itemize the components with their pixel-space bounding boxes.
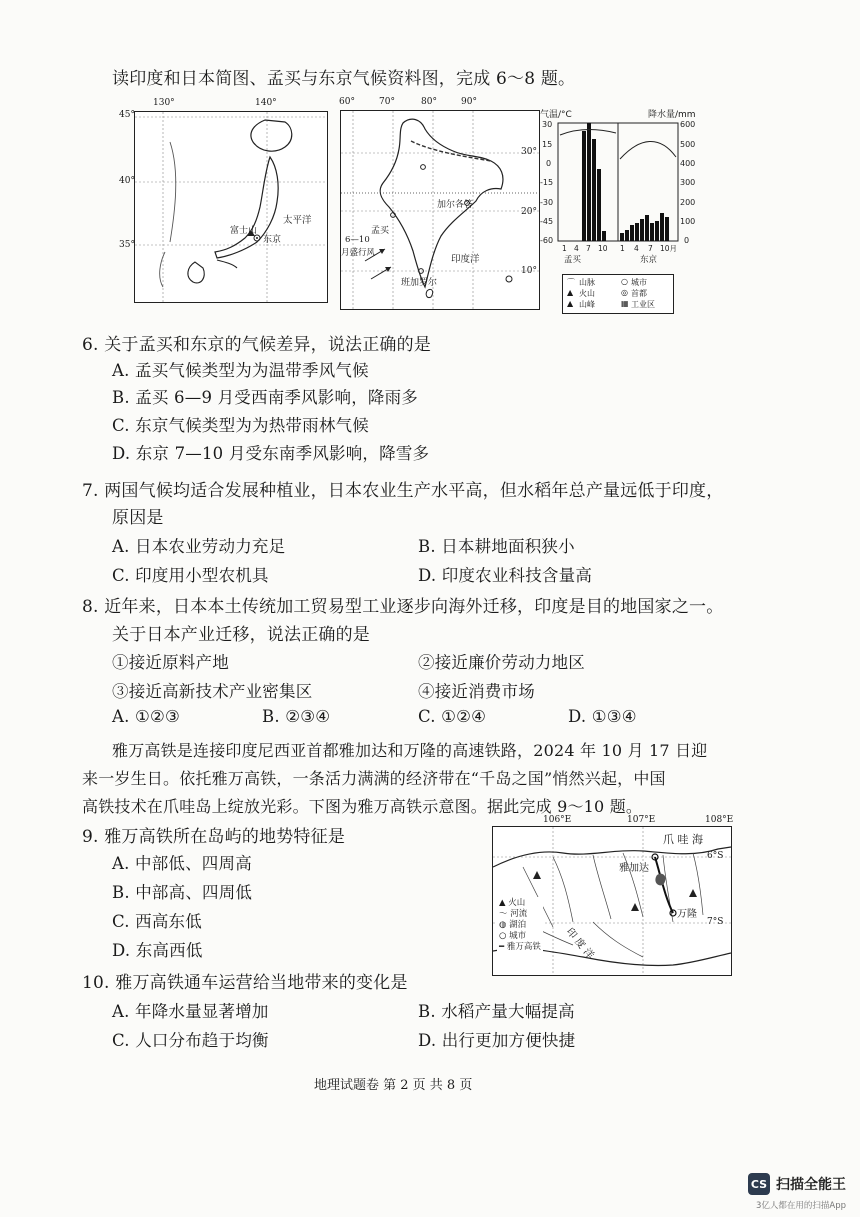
watermark-app-name: 扫描全能王 xyxy=(776,1177,846,1193)
tokyo-label: 东京 xyxy=(263,235,282,245)
q7-option-c: C. 印度用小型农机具 xyxy=(112,566,269,585)
tick-right-2: 400 xyxy=(680,159,696,168)
q10-option-b: B. 水稻产量大幅提高 xyxy=(418,1002,575,1021)
legend-industry-icon: ▦ xyxy=(621,299,629,308)
q6-option-c: C. 东京气候类型为为热带雨林气候 xyxy=(112,416,369,435)
month-1: 1 xyxy=(562,244,567,253)
java-legend-river: 〜 河流 xyxy=(499,909,528,919)
scanner-watermark xyxy=(748,1173,846,1195)
railway-icon: ━ xyxy=(499,942,505,952)
q7-option-d: D. 印度农业科技含量高 xyxy=(418,566,593,585)
q7-option-a: A. 日本农业劳动力充足 xyxy=(112,537,286,556)
q10-option-a: A. 年降水量显著增加 xyxy=(112,1002,269,1021)
intro-text-1: 读印度和日本简图、孟买与东京气候资料图，完成 6～8 题。 xyxy=(112,69,576,89)
india-lon-70: 70° xyxy=(379,97,395,107)
volcano-icon: ▲ xyxy=(499,898,506,908)
month-10b: 10月 xyxy=(660,244,678,253)
japan-lat-45: 45° xyxy=(119,110,135,120)
month-10: 10 xyxy=(598,244,608,253)
india-lat-10: 10° xyxy=(521,266,537,276)
tick-left-6: -60 xyxy=(540,236,554,245)
city-label-tokyo: 东京 xyxy=(640,255,658,265)
bar-tokyo-8 xyxy=(655,221,659,241)
q8-item-4: ④接近消费市场 xyxy=(418,682,535,701)
monsoon-label-2: 月盛行风 xyxy=(341,248,376,258)
bandung-label: 万隆 xyxy=(677,909,697,920)
month-1b: 1 xyxy=(620,244,625,253)
java-lon-106: 106°E xyxy=(543,815,572,825)
bar-tokyo-5 xyxy=(640,219,644,241)
temp-line-tokyo xyxy=(620,141,676,159)
month-7b: 7 xyxy=(648,244,653,253)
q10-stem: 10. 雅万高铁通车运营给当地带来的变化是 xyxy=(82,973,408,993)
bar-mumbai-sep xyxy=(597,169,601,241)
bar-mumbai-jun xyxy=(582,131,586,241)
map-legend xyxy=(562,274,674,314)
tick-right-3: 300 xyxy=(680,178,696,187)
q9-option-b: B. 中部高、四周低 xyxy=(112,883,253,902)
river-icon: 〜 xyxy=(499,909,508,919)
q8-stem-2: 关于日本产业迁移，说法正确的是 xyxy=(112,625,370,645)
city-label-mumbai: 孟买 xyxy=(564,255,582,265)
q8-option-a: A. ①②③ xyxy=(112,707,180,726)
month-7: 7 xyxy=(586,244,591,253)
q8-item-2: ②接近廉价劳动力地区 xyxy=(418,653,585,672)
q9-option-a: A. 中部低、四周高 xyxy=(112,854,252,873)
india-map xyxy=(339,97,540,310)
india-lon-80: 80° xyxy=(421,97,437,107)
rain-bars-mumbai xyxy=(582,123,606,241)
q9-option-d: D. 东高西低 xyxy=(112,941,203,960)
legend-peak-icon: ▲ xyxy=(567,299,574,308)
pacific-label: 太平洋 xyxy=(283,215,312,226)
java-lat-7s: 7°S xyxy=(707,917,724,927)
india-lon-90: 90° xyxy=(461,97,477,107)
q8-item-3: ③接近高新技术产业密集区 xyxy=(112,682,313,701)
japan-lon-130: 130° xyxy=(153,98,175,108)
intro-text-2-line-2: 来一岁生日。依托雅万高铁，一条活力满满的经济带在“千岛之国”悄然兴起，中国 xyxy=(82,769,666,788)
india-lon-60: 60° xyxy=(339,97,355,107)
q10-option-c: C. 人口分布趋于均衡 xyxy=(112,1031,269,1050)
q6-option-d: D. 东京 7—10 月受东南季风影响，降雪多 xyxy=(112,444,430,463)
bar-mumbai-aug xyxy=(592,139,596,241)
bar-tokyo-2 xyxy=(625,230,629,241)
java-legend-city: ○ 城市 xyxy=(499,931,527,941)
lake-icon: ◍ xyxy=(499,920,507,930)
intro-text-2-line-1: 雅万高铁是连接印度尼西亚首都雅加达和万隆的高速铁路，2024 年 10 月 17 日迎 xyxy=(112,741,708,760)
java-lat-6s: 6°S xyxy=(707,851,724,861)
legend-capital-icon: ◎ xyxy=(621,288,628,297)
bar-mumbai-jul xyxy=(587,123,591,241)
india-lat-30: 30° xyxy=(521,147,537,157)
bangalore-label: 班加罗尔 xyxy=(401,278,438,288)
java-sea-label: 爪 哇 海 xyxy=(663,833,703,846)
japan-lon-140: 140° xyxy=(255,98,277,108)
q8-option-b: B. ②③④ xyxy=(262,707,331,726)
legend-industry: 工业区 xyxy=(631,300,655,309)
q8-stem-1: 8. 近年来，日本本土传统加工贸易型工业逐步向海外迁移，印度是目的地国家之一。 xyxy=(82,597,724,617)
legend-volcano: 火山 xyxy=(579,289,595,298)
month-4: 4 xyxy=(574,244,579,253)
tick-left-1: 15 xyxy=(542,140,553,149)
tick-right-5: 100 xyxy=(680,217,696,226)
q8-option-c: C. ①②④ xyxy=(418,707,487,726)
java-legend-volcano: ▲ 火山 xyxy=(499,898,526,908)
bar-tokyo-4 xyxy=(635,223,639,241)
q9-stem: 9. 雅万高铁所在岛屿的地势特征是 xyxy=(82,827,346,847)
legend-city: 城市 xyxy=(631,278,647,287)
tick-left-0: 30 xyxy=(542,120,553,129)
month-4b: 4 xyxy=(634,244,639,253)
japan-map-svg xyxy=(135,112,327,302)
climate-chart xyxy=(540,107,700,265)
tick-right-4: 200 xyxy=(680,198,696,207)
q8-item-1: ①接近原料产地 xyxy=(112,653,229,672)
q9-option-c: C. 西高东低 xyxy=(112,912,202,931)
camscanner-logo-icon: CS xyxy=(748,1173,770,1195)
intro-text-2-line-3: 高铁技术在爪哇岛上绽放光彩。下图为雅万高铁示意图。据此完成 9～10 题。 xyxy=(82,797,643,816)
india-map-svg xyxy=(341,111,539,309)
watermark-subtitle: 3亿人都在用的扫描App xyxy=(755,1201,846,1211)
tick-left-3: -15 xyxy=(540,178,554,187)
city-icon: ○ xyxy=(499,931,507,941)
java-map xyxy=(492,815,734,976)
java-legend-lake: ◍ 湖泊 xyxy=(499,920,527,930)
climate-chart-svg xyxy=(540,119,700,264)
indian-ocean-label: 印度洋 xyxy=(451,254,480,265)
legend-peak: 山峰 xyxy=(579,300,595,309)
legend-capital: 首都 xyxy=(631,289,647,298)
bar-tokyo-6 xyxy=(645,215,649,241)
q6-option-b: B. 孟买 6—9 月受西南季风影响，降雨多 xyxy=(112,388,419,407)
q6-stem: 6. 关于孟买和东京的气候差异，说法正确的是 xyxy=(82,335,432,355)
q7-option-b: B. 日本耕地面积狭小 xyxy=(418,537,575,556)
tick-left-2: 0 xyxy=(546,159,552,168)
chart-ylabel-right: 降水量/mm xyxy=(648,110,696,120)
tick-left-4: -30 xyxy=(540,198,554,207)
tick-right-1: 500 xyxy=(680,140,696,149)
q6-option-a: A. 孟买气候类型为为温带季风气候 xyxy=(112,361,369,380)
q10-option-d: D. 出行更加方便快捷 xyxy=(418,1031,576,1050)
page-footer: 地理试题卷 第 2 页 共 8 页 xyxy=(314,1078,473,1093)
legend-city-icon: ○ xyxy=(621,277,628,286)
q8-option-d: D. ①③④ xyxy=(568,707,637,726)
rain-bars-tokyo xyxy=(620,213,669,241)
jakarta-label: 雅加达 xyxy=(619,863,649,874)
kolkata-label: 加尔各答 xyxy=(437,200,474,210)
mumbai-label: 孟买 xyxy=(371,226,390,236)
chart-ylabel-left: 气温/°C xyxy=(540,110,572,120)
legend-volcano-icon: ▲ xyxy=(567,288,574,297)
bar-tokyo-10 xyxy=(665,217,669,241)
legend-mountain-icon: ⌒ xyxy=(567,278,575,287)
bar-tokyo-9 xyxy=(660,213,664,241)
java-lon-108: 108°E xyxy=(705,815,734,825)
fuji-label: 富士山 xyxy=(230,226,258,236)
bar-mumbai-oct xyxy=(602,231,606,241)
bar-tokyo-1 xyxy=(620,233,624,241)
bar-tokyo-7 xyxy=(650,223,654,241)
java-lon-107: 107°E xyxy=(627,815,656,825)
japan-lat-35: 35° xyxy=(119,240,135,250)
japan-map xyxy=(119,98,328,303)
q7-stem-2: 原因是 xyxy=(112,508,164,528)
india-lat-20: 20° xyxy=(521,207,537,217)
japan-lat-40: 40° xyxy=(119,176,135,186)
legend-mountain: 山脉 xyxy=(579,278,595,287)
java-ocean-label: 印 度 洋 xyxy=(563,926,596,962)
bar-tokyo-3 xyxy=(630,225,634,241)
q7-stem-1: 7. 两国气候均适合发展种植业，日本农业生产水平高，但水稻年总产量远低于印度， xyxy=(82,481,724,501)
java-legend xyxy=(497,897,543,954)
tick-left-5: -45 xyxy=(540,217,554,226)
monsoon-label-1: 6—10 xyxy=(345,235,370,245)
java-legend-railway: ━ 雅万高铁 xyxy=(499,942,541,952)
tick-right-0: 600 xyxy=(680,120,696,129)
tick-right-6: 0 xyxy=(684,236,690,245)
